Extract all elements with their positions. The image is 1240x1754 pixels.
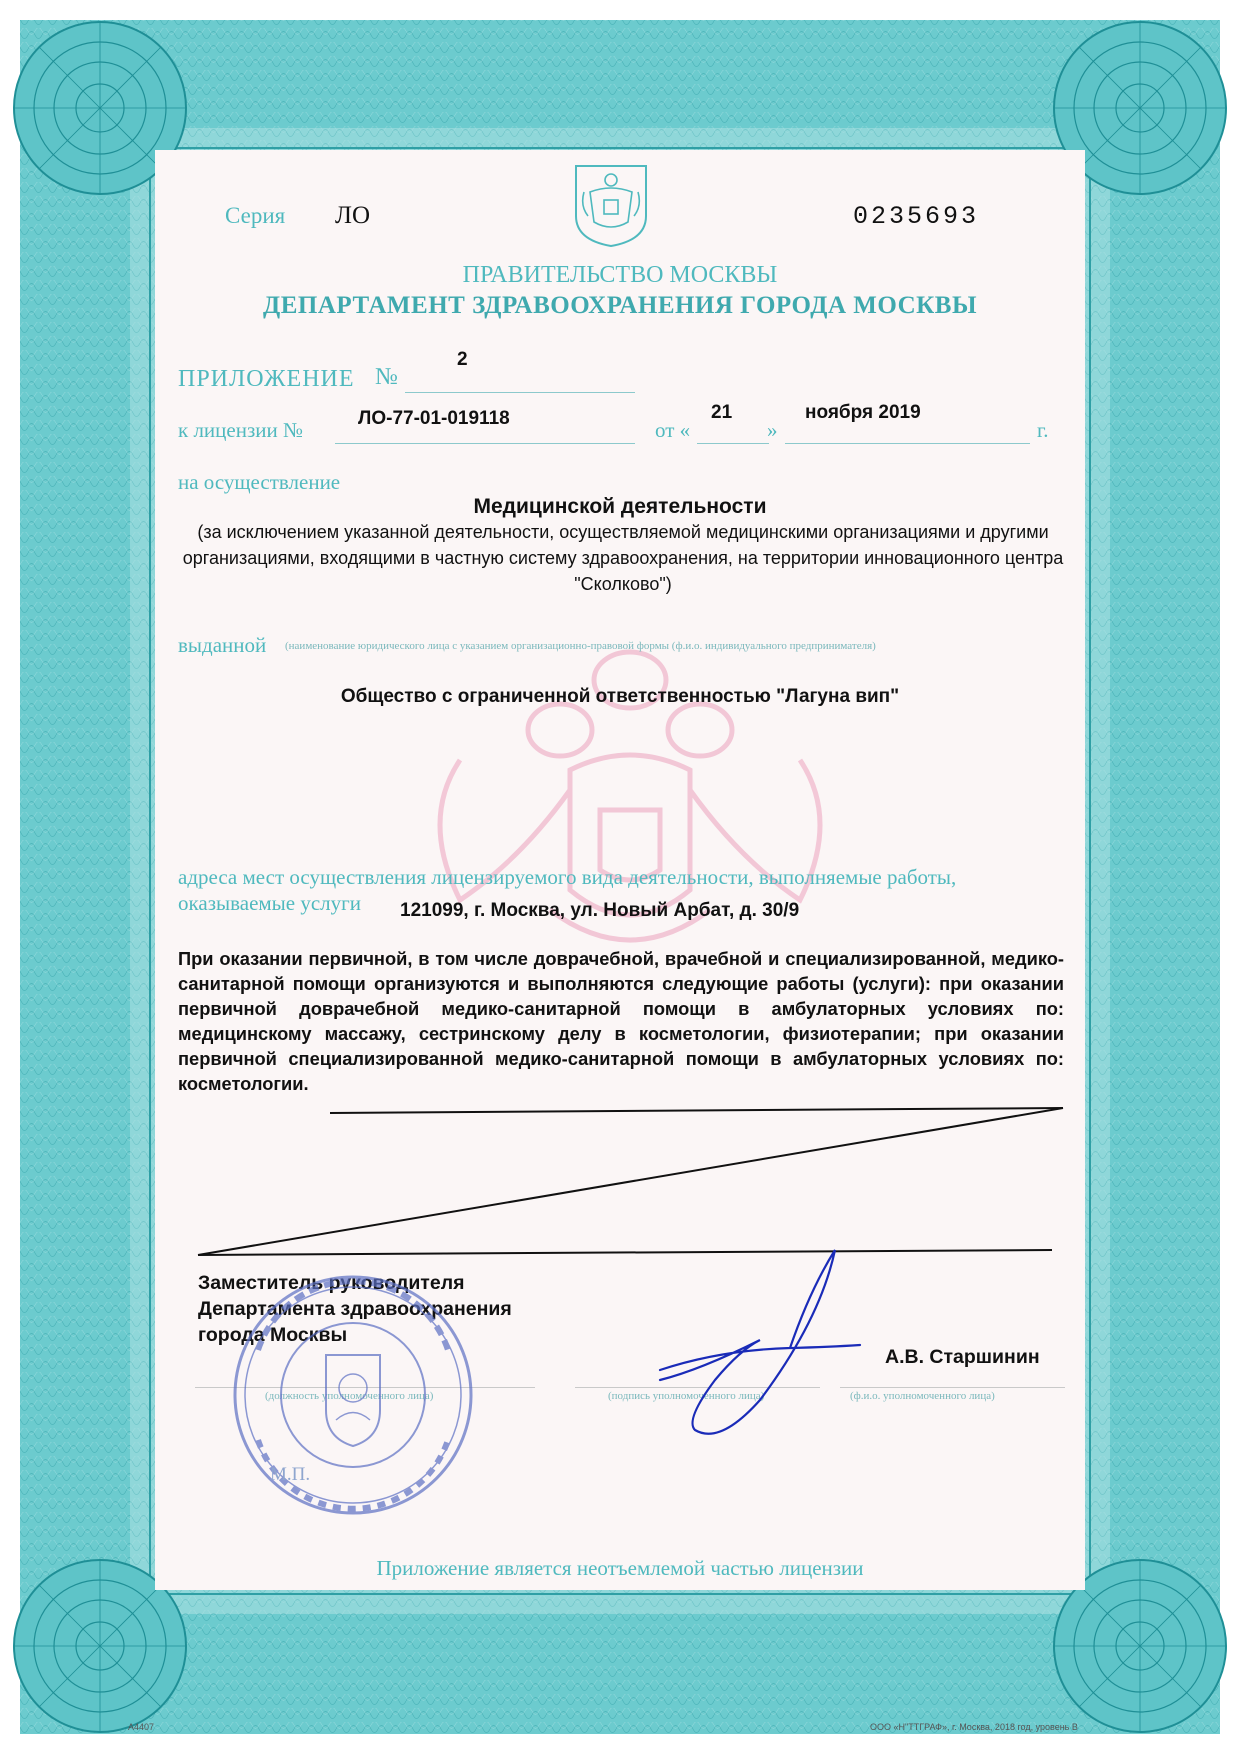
license-number-line [335, 443, 635, 444]
caption-position: (должность уполномоченного лица) [265, 1390, 434, 1402]
license-label: к лицензии № [178, 418, 304, 442]
caption-name: (ф.и.о. уполномоченного лица) [850, 1390, 995, 1402]
address-value: 121099, г. Москва, ул. Новый Арбат, д. 30/9 [400, 900, 800, 921]
address-label-line2: оказываемые услуги [178, 891, 362, 915]
issued-label: выданной [178, 633, 267, 657]
appendix-label: ПРИЛОЖЕНИЕ [178, 366, 355, 392]
license-number: ЛО-77-01-019118 [358, 408, 510, 429]
seal-mark: М.П. [270, 1464, 311, 1485]
printer-info: ООО «Н"ТТГРАФ», г. Москва, 2018 год, уровень В [870, 1722, 1078, 1732]
series-label: Серия [225, 203, 286, 228]
footer-note: Приложение является неотъемлемой частью лицензии [376, 1556, 864, 1580]
activity-details: (за исключением указанной деятельности, осуществляемой медицинскими организациями и другими организациями, входящими в частную систему здравоохранения, на территории инновационного центра "Сколково") [182, 522, 1064, 594]
license-month-year: ноября 2019 [805, 402, 921, 423]
appendix-number-line [405, 392, 635, 393]
signatory-name: А.В. Старшинин [885, 1346, 1040, 1368]
dept-title: ДЕПАРТАМЕНТ ЗДРАВООХРАНЕНИЯ ГОРОДА МОСКВЫ [263, 292, 977, 319]
license-from-label: от « [655, 418, 691, 442]
series-value: ЛО [335, 202, 371, 229]
activity-label: на осуществление [178, 470, 341, 494]
activity-title: Медицинской деятельности [473, 495, 767, 518]
issued-organization: Общество с ограниченной ответственностью "Лагуна вип" [340, 686, 900, 707]
official-seal [228, 1270, 478, 1520]
gov-title: ПРАВИТЕЛЬСТВО МОСКВЫ [462, 262, 778, 288]
coat-of-arms-icon [572, 162, 650, 248]
services-text: При оказании первичной, в том числе доврачебной, врачебной и специализированной, медико-санитарной помощи организуются и выполняются следующие работы (услуги): при оказании первичной доврачебной медико-санитарной помощи в амбулаторных условиях по: медицинскому массажу, сестринскому делу в косметологии, физиотерапии; при оказании первичной специализированной медико-санитарной помощи в амбулаторных условиях по: косметологии. [178, 948, 1064, 1094]
license-date-line [785, 443, 1030, 444]
number-sign: № [375, 364, 398, 390]
signatory-position: Заместитель руководителя Департамента здравоохранения города Москвы [198, 1272, 512, 1346]
license-year-suffix: г. [1037, 418, 1049, 442]
appendix-number: 2 [457, 349, 468, 370]
serial-number: 0235693 [853, 202, 980, 231]
issued-caption: (наименование юридического лица с указанием организационно-правовой формы (ф.и.о. индивидуального предпринимателя) [285, 640, 876, 652]
license-day-line [697, 443, 769, 444]
address-label-line1: адреса мест осуществления лицензируемого вида деятельности, выполняемые работы, [178, 865, 957, 889]
form-code: А4407 [128, 1722, 155, 1732]
license-day: 21 [711, 402, 733, 423]
license-close-quote: » [767, 418, 778, 442]
caption-signature: (подпись уполномоченного лица) [608, 1390, 765, 1402]
handwritten-signature [640, 1230, 880, 1460]
